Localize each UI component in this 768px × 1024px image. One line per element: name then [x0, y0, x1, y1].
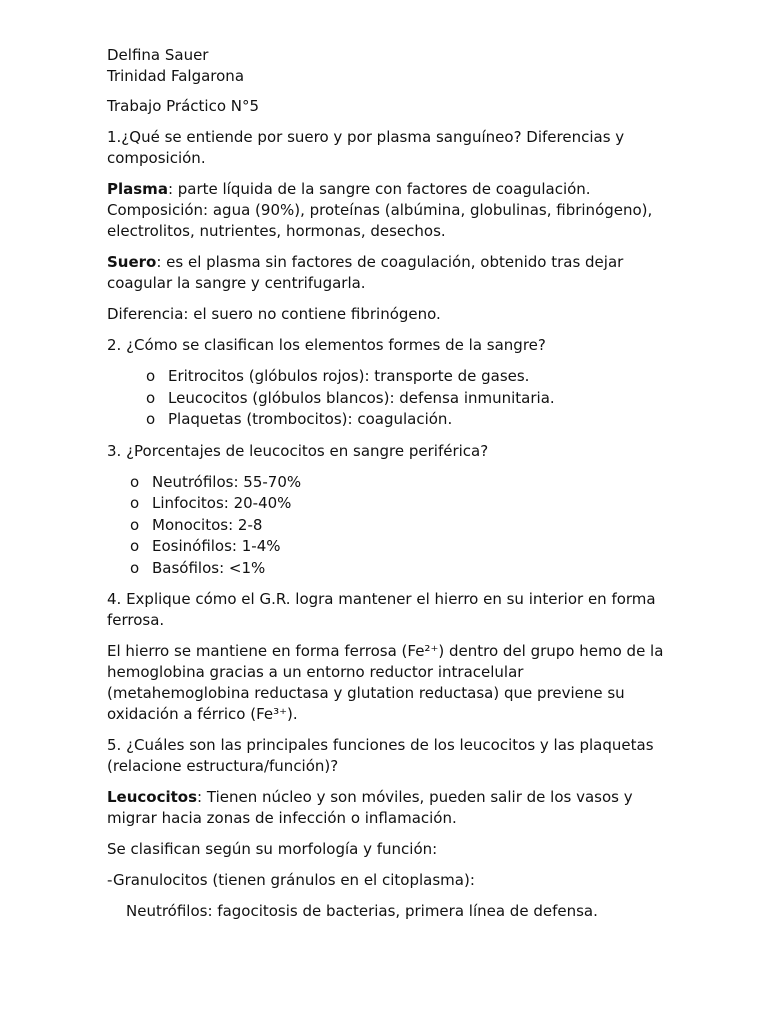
- list-item: [107, 472, 667, 494]
- suero-definition: : es el plasma sin factores de coagulación, obtenido tras dejar coagular la sangre y centrifugarla.: [107, 253, 624, 292]
- plasma-definition: : parte líquida de la sangre con factores de coagulación. Composición: agua (90%), proteínas (albúmina, globulinas, fibrinógeno), electrolitos, nutrientes, hormonas, desechos.: [107, 180, 653, 240]
- document-page: [107, 45, 667, 932]
- neutrofilos-paragraph: Neutrófilos: fagocitosis de bacterias, primera línea de defensa.: [126, 902, 598, 920]
- leucocitos-definition: : Tienen núcleo y son móviles, pueden salir de los vasos y migrar hacia zonas de infección o inflamación.: [107, 788, 633, 827]
- list-item-text: Leucocitos (glóbulos blancos): defensa inmunitaria.: [168, 388, 555, 407]
- bullet-icon: o: [146, 388, 156, 407]
- leucocitos-term: Leucocitos: [107, 788, 198, 806]
- question-1: 1.¿Qué se entiende por suero y por plasma sanguíneo? Diferencias y composición.: [107, 128, 625, 167]
- bullet-icon: o: [146, 367, 156, 385]
- bullet-icon: o: [130, 472, 140, 491]
- question-5: 5. ¿Cuáles son las principales funciones de los leucocitos y las plaquetas (relacione estructura/función)?: [107, 736, 654, 775]
- leukocyte-percentages-list: [107, 472, 667, 580]
- list-item: [107, 536, 667, 558]
- bullet-icon: o: [146, 410, 156, 428]
- plasma-term: Plasma: [107, 180, 168, 198]
- list-item: [107, 409, 667, 431]
- list-item-text: Eosinófilos: 1-4%: [152, 537, 281, 555]
- document-title: Trabajo Práctico N°5: [107, 97, 260, 115]
- list-item: [107, 388, 667, 410]
- list-item-text: Neutrófilos: 55-70%: [152, 472, 302, 491]
- author-name: Delfina Sauer: [107, 46, 209, 64]
- list-item: [107, 493, 667, 515]
- list-item: [107, 366, 667, 388]
- blood-elements-list: [107, 366, 667, 431]
- list-item-text: Plaquetas (trombocitos): coagulación.: [168, 410, 453, 428]
- list-item-text: Basófilos: <1%: [152, 558, 266, 577]
- iron-answer: El hierro se mantiene en forma ferrosa (Fe²⁺) dentro del grupo hemo de la hemoglobina gracias a un entorno reductor intracelular (metahemoglobina reductasa y glutation reductasa) que previene su oxidación a férrico (Fe³⁺).: [107, 642, 664, 723]
- leucocitos-paragraph: [107, 787, 667, 829]
- bullet-icon: o: [130, 515, 140, 534]
- question-2: 2. ¿Cómo se clasifican los elementos formes de la sangre?: [107, 336, 546, 354]
- classification-paragraph: Se clasifican según su morfología y función:: [107, 840, 438, 858]
- list-item-text: Eritrocitos (glóbulos rojos): transporte de gases.: [168, 367, 530, 385]
- bullet-icon: o: [130, 494, 140, 512]
- list-item-text: Linfocitos: 20-40%: [152, 494, 292, 512]
- question-3: 3. ¿Porcentajes de leucocitos en sangre periférica?: [107, 441, 489, 460]
- difference-paragraph: Diferencia: el suero no contiene fibrinógeno.: [107, 305, 441, 323]
- suero-paragraph: [107, 252, 667, 294]
- list-item: [107, 558, 667, 580]
- bullet-icon: o: [130, 537, 140, 555]
- granulocitos-heading: -Granulocitos (tienen gránulos en el citoplasma):: [107, 871, 475, 889]
- plasma-paragraph: [107, 179, 667, 242]
- author-name: Trinidad Falgarona: [107, 67, 245, 85]
- suero-term: Suero: [107, 253, 157, 271]
- list-item: [107, 515, 667, 537]
- question-4: 4. Explique cómo el G.R. logra mantener el hierro en su interior en forma ferrosa.: [107, 590, 656, 629]
- bullet-icon: o: [130, 558, 140, 577]
- list-item-text: Monocitos: 2-8: [152, 515, 263, 534]
